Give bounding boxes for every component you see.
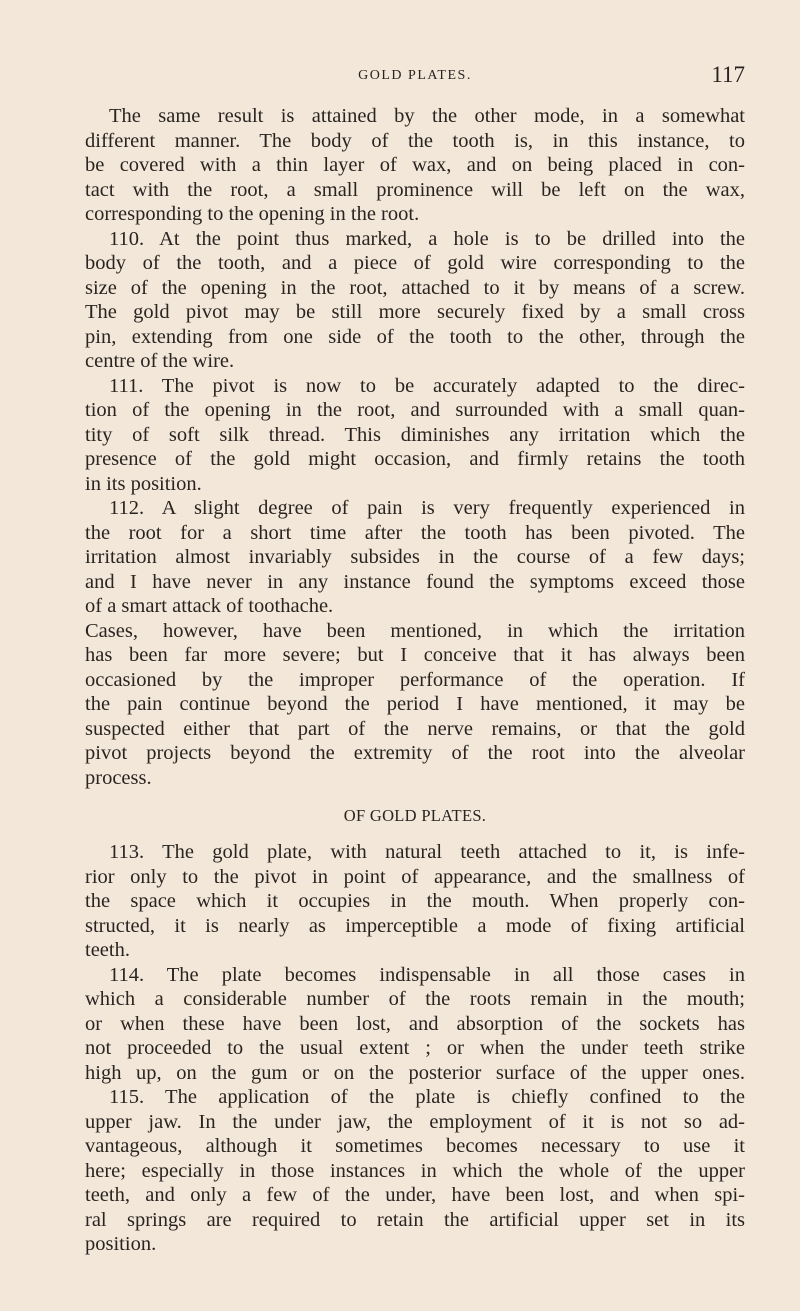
text-line: tact with the root, a small prominence will be left on the wax,	[85, 178, 745, 201]
page-number: 117	[711, 62, 745, 87]
text-line: 110. At the point thus marked, a hole is to be drilled into the	[109, 227, 745, 250]
text-line: different manner. The body of the tooth is, in this instance, to	[85, 129, 745, 152]
running-title: GOLD PLATES.	[358, 68, 472, 83]
text-line: corresponding to the opening in the root.	[85, 203, 420, 225]
text-line: occasioned by the improper performance of the operation. If	[85, 668, 745, 691]
text-line: rior only to the pivot in point of appearance, and the smallness of	[85, 865, 745, 888]
text-line: high up, on the gum or on the posterior surface of the upper ones.	[85, 1061, 745, 1084]
text-line: here; especially in those instances in which the whole of the upper	[85, 1159, 745, 1182]
text-line: position.	[85, 1233, 157, 1255]
text-line: The gold pivot may be still more securely fixed by a small cross	[85, 301, 745, 323]
text-line: structed, it is nearly as imperceptible a mode of fixing artificial	[85, 914, 745, 937]
text-line: tity of soft silk thread. This diminishes any irritation which the	[85, 423, 745, 446]
running-head	[85, 62, 745, 88]
text-line: 112. A slight degree of pain is very frequently experienced in	[109, 497, 745, 519]
text-line: centre of the wire.	[85, 350, 235, 372]
text-block-after-heading	[85, 840, 745, 1257]
text-line: upper jaw. In the under jaw, the employment of it is not so ad-	[85, 1110, 745, 1133]
text-line: 115. The application of the plate is chiefly confined to the	[109, 1086, 745, 1108]
text-line: be covered with a thin layer of wax, and on being placed in con-	[85, 154, 745, 176]
text-line: which a considerable number of the roots remain in the mouth;	[85, 988, 745, 1010]
text-line: The same result is attained by the other mode, in a somewhat	[109, 105, 745, 127]
text-line: irritation almost invariably subsides in the course of a few days;	[85, 546, 745, 568]
section-heading: OF GOLD PLATES.	[343, 806, 487, 825]
text-line: and I have never in any instance found the symptoms exceed those	[85, 570, 745, 593]
text-line: 113. The gold plate, with natural teeth attached to it, is infe-	[109, 841, 745, 863]
text-line: has been far more severe; but I conceive that it has always been	[85, 644, 745, 666]
text-line: size of the opening in the root, attached to it by means of a screw.	[85, 276, 745, 299]
text-line: the root for a short time after the tooth has been pivoted. The	[85, 521, 745, 544]
text-line: pivot projects beyond the extremity of the root into the alveolar	[85, 742, 745, 764]
text-line: suspected either that part of the nerve remains, or that the gold	[85, 717, 745, 740]
text-line: 114. The plate becomes indispensable in all those cases in	[109, 963, 745, 986]
text-line: process.	[85, 766, 152, 789]
text-line: teeth.	[85, 939, 130, 961]
text-line: vantageous, although it sometimes becomes necessary to use it	[85, 1135, 745, 1157]
text-line: the space which it occupies in the mouth. When properly con-	[85, 890, 745, 912]
body-text	[85, 104, 745, 1257]
text-line: not proceeded to the usual extent ; or when the under teeth strike	[85, 1037, 745, 1059]
text-line: ral springs are required to retain the artificial upper set in its	[85, 1208, 745, 1231]
text-line: body of the tooth, and a piece of gold wire corresponding to the	[85, 252, 745, 274]
text-line: or when these have been lost, and absorption of the sockets has	[85, 1012, 745, 1035]
text-line: 111. The pivot is now to be accurately adapted to the direc-	[109, 374, 745, 397]
text-line: Cases, however, have been mentioned, in which the irritation	[85, 619, 745, 642]
text-line: tion of the opening in the root, and surrounded with a small quan-	[85, 399, 745, 421]
text-line: of a smart attack of toothache.	[85, 595, 334, 617]
text-line: presence of the gold might occasion, and firmly retains the tooth	[85, 448, 745, 470]
text-line: pin, extending from one side of the tooth to the other, through the	[85, 325, 745, 348]
text-line: teeth, and only a few of the under, have been lost, and when spi-	[85, 1184, 745, 1206]
text-line: the pain continue beyond the period I have mentioned, it may be	[85, 693, 745, 715]
text-block-before-heading	[85, 104, 745, 790]
text-line: in its position.	[85, 472, 202, 495]
